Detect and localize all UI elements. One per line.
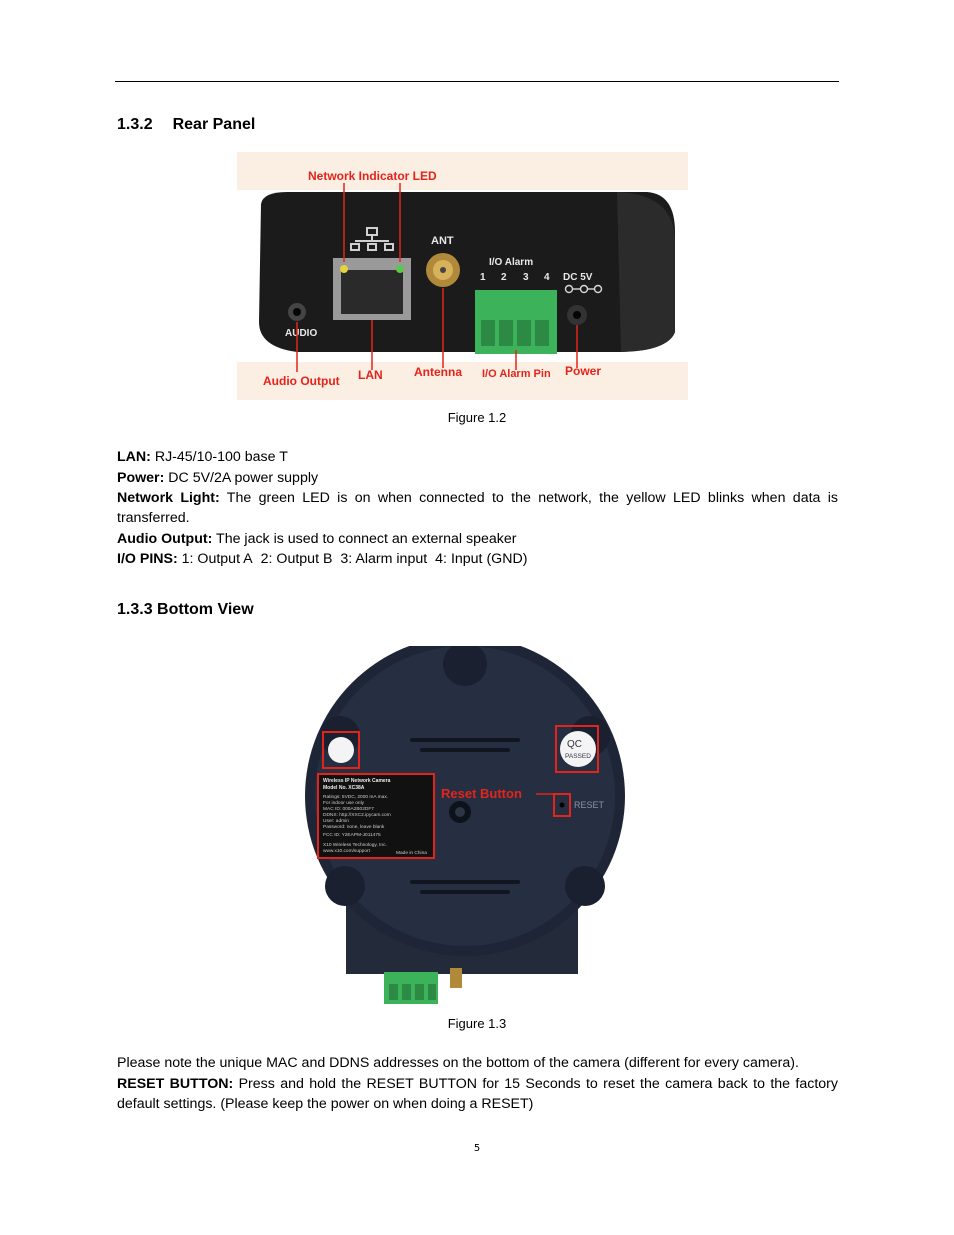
- io-pin-1: 1: Output A: [177, 551, 253, 567]
- figure-1-2-caption: Figure 1.2: [447, 410, 507, 425]
- io-alarm-panel-label: I/O Alarm: [489, 257, 534, 268]
- label-line-7: User: admin: [323, 819, 349, 824]
- spec-audio-output: [117, 529, 838, 549]
- spec-power: [117, 468, 838, 488]
- label-line-5: MAC ID: 000A2B02DF7: [323, 807, 374, 812]
- dc-panel-label: DC 5V: [563, 272, 593, 283]
- pin-1-label: 1: [480, 272, 486, 283]
- callout-lan: LAN: [358, 368, 383, 382]
- label-line-8: Password: none, leave blank: [323, 825, 385, 830]
- spec-network-light: [117, 488, 838, 529]
- section-heading-rear-panel: [117, 116, 255, 134]
- io-pin-4: 4: Input (GND): [435, 551, 528, 567]
- rear-panel-figure: [237, 152, 688, 400]
- camera-rear-body: [259, 192, 675, 352]
- spec-power-text: DC 5V/2A power supply: [164, 469, 319, 486]
- spec-audio-output-label: Audio Output:: [117, 531, 213, 547]
- bottom-antenna-connector: [450, 968, 462, 988]
- callout-antenna: Antenna: [414, 365, 462, 379]
- header-rule: [115, 81, 839, 82]
- spec-power-label: Power:: [117, 469, 165, 486]
- spec-lan: [117, 447, 838, 467]
- audio-panel-label: AUDIO: [285, 328, 318, 339]
- ant-panel-label: ANT: [431, 235, 454, 247]
- label-line-9: FCC ID: Y2EAPM-J011475: [323, 833, 381, 838]
- mac-ddns-note: Please note the unique MAC and DDNS addresses on the bottom of the camera (different for every camera).: [117, 1055, 799, 1071]
- figure-top-band: [237, 152, 688, 190]
- section-title: Rear Panel: [172, 116, 256, 133]
- io-pin-2: 2: Output B: [260, 551, 333, 567]
- label-made-in: Made in China: [396, 851, 427, 856]
- label-line-2: Model No. XC38A: [323, 785, 365, 791]
- green-led: [396, 265, 404, 273]
- label-line-4: For indoor use only: [323, 801, 365, 806]
- reset-button-note: [117, 1074, 838, 1115]
- label-line-1: Wireless IP Network Camera: [323, 778, 391, 784]
- reset-note-label: RESET BUTTON:: [117, 1076, 234, 1092]
- pin-2-label: 2: [501, 272, 507, 283]
- spec-network-light-text: The green LED is on when connected to the network, the yellow LED blinks when data is transferred.: [117, 490, 839, 527]
- bottom-view-figure: [290, 646, 640, 1006]
- reset-button-callout: Reset Button: [441, 786, 522, 801]
- label-line-10: X10 Wireless Technology, Inc.: [323, 843, 387, 848]
- spec-lan-text: RJ-45/10-100 base T: [150, 449, 288, 465]
- label-line-6: DDNS: http://XXC2.ipycam.com: [323, 813, 391, 818]
- section-number: 1.3.2: [117, 116, 153, 133]
- spec-io-pins: [117, 549, 838, 569]
- pin-4-label: 4: [544, 272, 550, 283]
- reset-side-label: RESET: [574, 800, 605, 810]
- callout-power: Power: [565, 364, 602, 378]
- yellow-led: [340, 265, 348, 273]
- section-heading-bottom-view: 1.3.3 Bottom View: [117, 601, 254, 618]
- qc-label: QC: [567, 739, 582, 750]
- callout-io-alarm-pin: I/O Alarm Pin: [482, 368, 551, 380]
- cross-sticker: [328, 737, 354, 763]
- spec-io-pins-label: I/O PINS:: [117, 551, 178, 567]
- page-number: 5: [473, 1143, 481, 1154]
- figure-1-3-caption: Figure 1.3: [447, 1016, 507, 1031]
- callout-network-led: Network Indicator LED: [308, 169, 437, 183]
- spec-audio-output-text: The jack is used to connect an external speaker: [212, 531, 517, 547]
- label-line-3: Ratings: 5VDC, 2000 mA max.: [323, 795, 389, 800]
- spec-lan-label: LAN:: [117, 449, 151, 465]
- qc-passed-label: PASSED: [565, 753, 591, 760]
- spec-network-light-label: Network Light:: [117, 490, 220, 506]
- label-line-11: www.x10.com/support: [323, 849, 370, 854]
- io-pin-3: 3: Alarm input: [340, 551, 428, 567]
- callout-audio-output: Audio Output: [263, 374, 340, 388]
- pin-3-label: 3: [523, 272, 529, 283]
- reset-button-hole: [560, 803, 565, 808]
- reset-note-text: Press and hold the RESET BUTTON for 15 Seconds to reset the camera back to the factory default settings. (Please keep the power on when doing a RESET): [117, 1076, 838, 1113]
